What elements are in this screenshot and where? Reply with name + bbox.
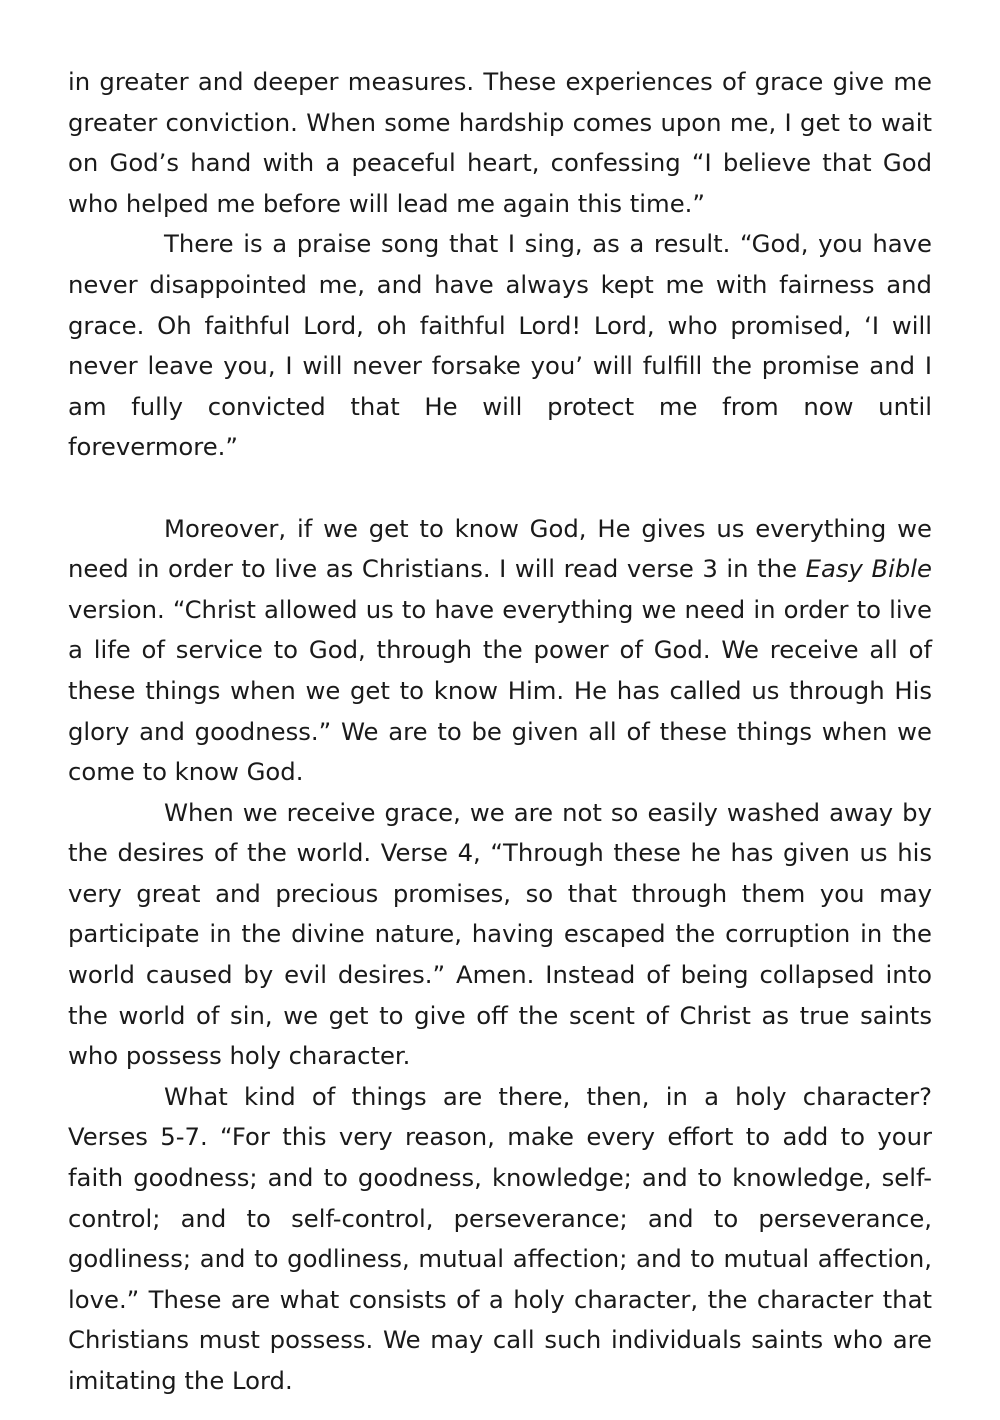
paragraph-3-text-after: version. “Christ allowed us to have everything we need in order to live a life of service to God, through the power of God. We receive all of these things when we get to know Him. He has called us through His glory and goodness.” We are to be given all of these things when we come to know God. bbox=[68, 594, 932, 787]
paragraph-3 bbox=[68, 509, 932, 793]
paragraph-3-italic-title: Easy Bible bbox=[805, 554, 933, 584]
paragraph-4: When we receive grace, we are not so easily washed away by the desires of the world. Verse 4, “Through these he has given us his very great and precious promises, so that through them you may participate in the divine nature, having escaped the corruption in the world caused by evil desires.” Amen. Instead of being collapsed into the world of sin, we get to give off the scent of Christ as true saints who possess holy character. bbox=[68, 797, 932, 1071]
paragraph-1: in greater and deeper measures. These experiences of grace give me greater conviction. When some hardship comes upon me, I get to wait on God’s hand with a peaceful heart, confessing “I believe that God who helped me before will lead me again this time.” bbox=[68, 67, 932, 218]
document-page bbox=[68, 62, 932, 1402]
paragraph-3-text-before: Moreover, if we get to know God, He gives us everything we need in order to live as Christians. I will read verse 3 in the bbox=[68, 513, 932, 584]
paragraph-2: There is a praise song that I sing, as a result. “God, you have never disappointed me, and have always kept me with fairness and grace. Oh faithful Lord, oh faithful Lord! Lord, who promised, ‘I will never leave you, I will never forsake you’ will fulfill the promise and I am fully convicted that He will protect me from now until forevermore.” bbox=[68, 229, 932, 462]
paragraph-5: What kind of things are there, then, in a holy character? Verses 5-7. “For this very reason, make every effort to add to your faith goodness; and to goodness, knowledge; and to knowledge, self-control; and to self-control, perseverance; and to perseverance, godliness; and to godliness, mutual affection; and to mutual affection, love.” These are what consists of a holy character, the character that Christians must possess. We may call such individuals saints who are imitating the Lord. bbox=[68, 1081, 932, 1395]
